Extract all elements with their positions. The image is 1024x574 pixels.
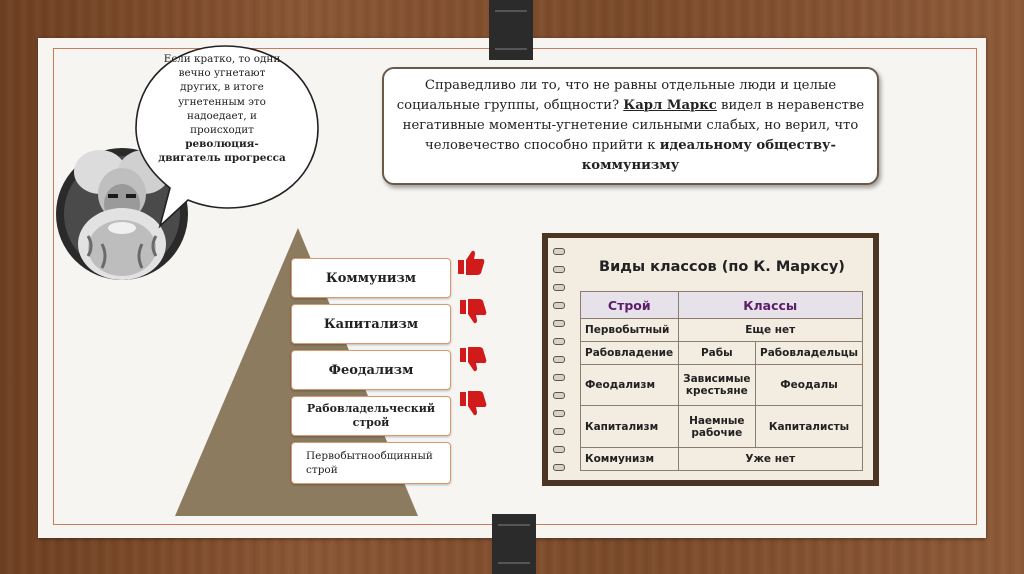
table-cell: Наемные рабочие (678, 406, 755, 447)
table-cell: Феодализм (581, 365, 679, 406)
notebook-rings (551, 244, 565, 476)
classes-table-title: Виды классов (по К. Марксу) (599, 259, 845, 275)
pyramid-level-label: Капитализм (323, 316, 419, 332)
table-cell: Рабы (678, 342, 755, 365)
question-callout (382, 67, 879, 185)
bubble-line: других, в итоге (180, 81, 264, 94)
table-row (581, 319, 863, 342)
table-header: Строй (581, 292, 679, 319)
bubble-bold-line: двигатель прогресса (158, 152, 286, 165)
classes-table (580, 291, 863, 471)
pyramid-level-label: Коммунизм (325, 270, 417, 286)
bubble-bold-line: революция- (185, 138, 259, 151)
callout-text: видел в неравенстве негативные моменты-угнетение сильными слабых, но верил, что человечество способно прийти к (402, 98, 865, 153)
table-cell: Первобытный (581, 319, 679, 342)
thumbs-down-icon (458, 388, 488, 418)
thumbs-down-icon (458, 344, 488, 374)
table-row (581, 365, 863, 406)
table-cell: Капитализм (581, 406, 679, 447)
callout-text: Справедливо ли то, что не равны отдельные люди и целые социальные группы, общности? (396, 78, 837, 113)
pyramid-level-capitalism (291, 304, 451, 344)
bubble-line: надоедает, и (187, 109, 257, 122)
table-cell: Рабовладение (581, 342, 679, 365)
pyramid-level-communism (291, 258, 451, 298)
table-cell: Капиталисты (756, 406, 863, 447)
callout-emphasis: идеальному обществу-коммунизму (581, 138, 836, 173)
table-row (581, 342, 863, 365)
table-header: Классы (678, 292, 862, 319)
pyramid-level-feudalism (291, 350, 451, 390)
bubble-line: происходит (190, 124, 254, 137)
pyramid-level-label: Рабовладельческий строй (306, 402, 436, 429)
table-row (581, 447, 863, 470)
thumbs-up-icon (456, 248, 486, 278)
bubble-line: вечно угнетают (178, 67, 266, 80)
pyramid-level-primitive (291, 442, 451, 484)
table-cell: Коммунизм (581, 447, 679, 470)
binder-clip-bottom (492, 514, 536, 574)
bubble-line: Если кратко, то одни (163, 53, 281, 65)
callout-name: Карл Маркс (623, 98, 717, 113)
table-row (581, 406, 863, 447)
thumbs-down-icon (458, 296, 488, 326)
table-cell: Еще нет (678, 319, 862, 342)
table-header-row (581, 292, 863, 319)
pyramid-level-label: Первобытнообщинный строй (306, 450, 433, 476)
table-cell: Уже нет (678, 447, 862, 470)
pyramid-level-label: Феодализм (328, 362, 414, 378)
pyramid-level-slavery (291, 396, 451, 436)
table-cell: Рабовладельцы (756, 342, 863, 365)
table-cell: Феодалы (756, 365, 863, 406)
bubble-line: угнетенным это (178, 95, 266, 108)
speech-bubble-text (152, 52, 292, 166)
table-cell: Зависимые крестьяне (678, 365, 755, 406)
binder-clip-top (489, 0, 533, 60)
